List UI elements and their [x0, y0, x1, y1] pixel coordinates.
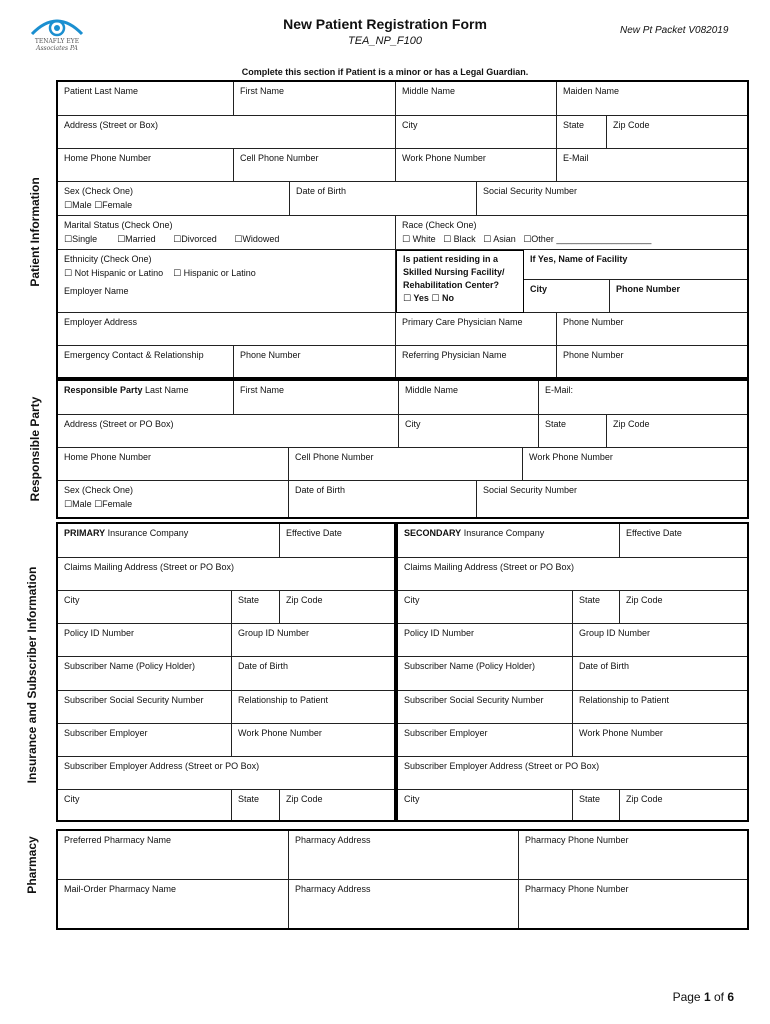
responsible-cell-phone-field[interactable]: Cell Phone Number	[289, 448, 523, 481]
race-options[interactable]: ☐ White ☐ Black ☐ Asian ☐Other ___________________	[402, 234, 652, 244]
secondary-claims-address-field[interactable]: Claims Mailing Address (Street or PO Box)	[398, 558, 747, 591]
guardian-note: Complete this section if Patient is a minor or has a Legal Guardian.	[241, 67, 529, 77]
referring-phone-field[interactable]: Phone Number	[563, 350, 624, 360]
side-label-pharmacy: Pharmacy	[25, 836, 39, 894]
primary-zip-field[interactable]: Zip Code	[280, 591, 394, 624]
secondary-insurance-section	[396, 522, 749, 822]
logo-text: TENAFLY EYE	[34, 38, 80, 45]
patient-work-phone-field[interactable]: Work Phone Number	[396, 149, 557, 182]
primary-claims-address-field[interactable]: Claims Mailing Address (Street or PO Box)	[58, 558, 394, 591]
primary-work-phone-field[interactable]: Work Phone Number	[232, 724, 394, 757]
nursing-facility-question[interactable]: Is patient residing in a Skilled Nursing Facility/ Rehabilitation Center? ☐ Yes ☐ No	[396, 250, 524, 313]
responsible-zip-field[interactable]: Zip Code	[607, 415, 747, 448]
side-label-patient: Patient Information	[28, 177, 42, 287]
secondary-subscriber-dob-field[interactable]: Date of Birth	[573, 657, 747, 691]
responsible-work-phone-field[interactable]: Work Phone Number	[523, 448, 747, 481]
side-label-responsible: Responsible Party	[28, 396, 42, 502]
secondary-zip-field[interactable]: Zip Code	[620, 591, 747, 624]
responsible-state-field[interactable]: State	[539, 415, 607, 448]
secondary-work-phone-field[interactable]: Work Phone Number	[573, 724, 747, 757]
pharmacy-section	[56, 829, 749, 930]
responsible-first-name-field[interactable]: First Name	[234, 381, 399, 415]
patient-last-name-field[interactable]: Patient Last Name	[58, 82, 234, 116]
primary-insurance-company-field[interactable]: PRIMARY Insurance Company	[58, 524, 280, 558]
preferred-pharmacy-address-field[interactable]: Pharmacy Address	[289, 831, 519, 880]
patient-maiden-name-field[interactable]: Maiden Name	[557, 82, 747, 116]
primary-subscriber-ssn-field[interactable]: Subscriber Social Security Number	[58, 691, 232, 724]
secondary-policy-id-field[interactable]: Policy ID Number	[398, 624, 573, 657]
responsible-city-field[interactable]: City	[399, 415, 539, 448]
primary-emp-city-field[interactable]: City	[58, 790, 232, 820]
responsible-middle-name-field[interactable]: Middle Name	[399, 381, 539, 415]
primary-subscriber-employer-field[interactable]: Subscriber Employer	[58, 724, 232, 757]
responsible-home-phone-field[interactable]: Home Phone Number	[58, 448, 289, 481]
patient-dob-field[interactable]: Date of Birth	[290, 182, 477, 216]
patient-employer-field[interactable]: Employer Name	[58, 282, 396, 313]
preferred-pharmacy-field[interactable]: Preferred Pharmacy Name	[58, 831, 289, 880]
patient-sex-options[interactable]: ☐Male ☐Female	[64, 200, 133, 210]
patient-zip-field[interactable]: Zip Code	[607, 116, 747, 149]
pcp-name-field[interactable]: Primary Care Physician Name	[396, 313, 557, 346]
primary-employer-address-field[interactable]: Subscriber Employer Address (Street or PO Box)	[58, 757, 394, 790]
patient-middle-name-field[interactable]: Middle Name	[396, 82, 557, 116]
secondary-employer-address-field[interactable]: Subscriber Employer Address (Street or PO Box)	[398, 757, 747, 790]
facility-phone-field[interactable]: Phone Number	[610, 280, 747, 313]
responsible-ssn-field[interactable]: Social Security Number	[483, 485, 578, 495]
secondary-emp-zip-field[interactable]: Zip Code	[626, 794, 663, 804]
responsible-dob-field[interactable]: Date of Birth	[289, 481, 477, 517]
emergency-contact-field[interactable]: Emergency Contact & Relationship	[58, 346, 234, 377]
current-page: 1	[703, 990, 711, 1004]
facility-name-field[interactable]: If Yes, Name of Facility	[524, 250, 747, 280]
patient-race-field[interactable]: Race (Check One) ☐ White ☐ Black ☐ Asian ☐Other ___________________	[396, 216, 747, 250]
primary-policy-id-field[interactable]: Policy ID Number	[58, 624, 232, 657]
secondary-group-id-field[interactable]: Group ID Number	[573, 624, 747, 657]
ethnicity-options[interactable]: ☐ Not Hispanic or Latino ☐ Hispanic or Latino	[64, 268, 256, 278]
packet-version: New Pt Packet V082019	[620, 25, 729, 36]
patient-first-name-field[interactable]: First Name	[234, 82, 396, 116]
patient-ssn-field[interactable]: Social Security Number	[477, 182, 747, 216]
form-title: New Patient Registration Form	[283, 16, 487, 32]
pcp-phone-field[interactable]: Phone Number	[557, 313, 747, 346]
patient-marital-field[interactable]: Marital Status (Check One) ☐Single ☐Married ☐Divorced ☐Widowed	[58, 216, 396, 250]
primary-effective-date-field[interactable]: Effective Date	[280, 524, 394, 558]
responsible-sex-options[interactable]: ☐Male ☐Female	[64, 499, 133, 509]
patient-address-field[interactable]: Address (Street or Box)	[58, 116, 396, 149]
referring-physician-field[interactable]: Referring Physician Name	[396, 346, 557, 377]
primary-subscriber-dob-field[interactable]: Date of Birth	[232, 657, 394, 691]
emergency-phone-field[interactable]: Phone Number	[234, 346, 396, 377]
total-pages: 6	[727, 990, 734, 1004]
secondary-insurance-company-field[interactable]: SECONDARY Insurance Company	[398, 524, 620, 558]
patient-city-field[interactable]: City	[396, 116, 557, 149]
responsible-sex-field[interactable]: Sex (Check One) ☐Male ☐Female	[58, 481, 289, 517]
logo-subtext: Associates PA	[36, 45, 78, 52]
responsible-email-field[interactable]: E-Mail:	[539, 381, 747, 415]
preferred-pharmacy-phone-field[interactable]: Pharmacy Phone Number	[519, 831, 747, 880]
responsible-party-section	[56, 379, 749, 519]
primary-group-id-field[interactable]: Group ID Number	[232, 624, 394, 657]
patient-ethnicity-field[interactable]: Ethnicity (Check One) ☐ Not Hispanic or Latino ☐ Hispanic or Latino	[58, 250, 396, 282]
page-indicator: Page 1 of 6	[672, 990, 734, 1004]
secondary-subscriber-ssn-field[interactable]: Subscriber Social Security Number	[398, 691, 573, 724]
primary-city-field[interactable]: City	[58, 591, 232, 624]
mail-order-pharmacy-address-field[interactable]: Pharmacy Address	[289, 880, 519, 928]
side-label-insurance: Insurance and Subscriber Information	[25, 566, 39, 784]
primary-subscriber-name-field[interactable]: Subscriber Name (Policy Holder)	[58, 657, 232, 691]
responsible-address-field[interactable]: Address (Street or PO Box)	[58, 415, 399, 448]
mail-order-pharmacy-phone-field[interactable]: Pharmacy Phone Number	[525, 884, 629, 894]
employer-address-field[interactable]: Employer Address	[58, 313, 396, 346]
mail-order-pharmacy-field[interactable]: Mail-Order Pharmacy Name	[58, 880, 289, 928]
secondary-relationship-field[interactable]: Relationship to Patient	[573, 691, 747, 724]
patient-sex-field[interactable]: Sex (Check One) ☐Male ☐Female	[58, 182, 290, 216]
secondary-emp-city-field[interactable]: City	[398, 790, 573, 820]
primary-emp-zip-field[interactable]: Zip Code	[286, 794, 323, 804]
form-code: TEA_NP_F100	[348, 35, 422, 47]
primary-state-field[interactable]: State	[232, 591, 280, 624]
patient-cell-phone-field[interactable]: Cell Phone Number	[234, 149, 396, 182]
marital-options[interactable]: ☐Single ☐Married ☐Divorced ☐Widowed	[64, 234, 280, 244]
responsible-last-name-field[interactable]: Responsible Party Last Name	[58, 381, 234, 415]
secondary-city-field[interactable]: City	[398, 591, 573, 624]
primary-insurance-section	[56, 522, 396, 822]
primary-relationship-field[interactable]: Relationship to Patient	[232, 691, 394, 724]
patient-email-field[interactable]: E-Mail	[557, 149, 747, 182]
secondary-subscriber-name-field[interactable]: Subscriber Name (Policy Holder)	[398, 657, 573, 691]
secondary-subscriber-employer-field[interactable]: Subscriber Employer	[398, 724, 573, 757]
secondary-effective-date-field[interactable]: Effective Date	[620, 524, 747, 558]
patient-information-section	[56, 80, 749, 379]
nursing-options[interactable]: ☐ Yes ☐ No	[403, 293, 454, 303]
patient-home-phone-field[interactable]: Home Phone Number	[58, 149, 234, 182]
secondary-state-field[interactable]: State	[573, 591, 620, 624]
secondary-emp-state-field[interactable]: State	[573, 790, 620, 820]
primary-emp-state-field[interactable]: State	[232, 790, 280, 820]
facility-city-field[interactable]: City	[524, 280, 610, 313]
patient-state-field[interactable]: State	[557, 116, 607, 149]
